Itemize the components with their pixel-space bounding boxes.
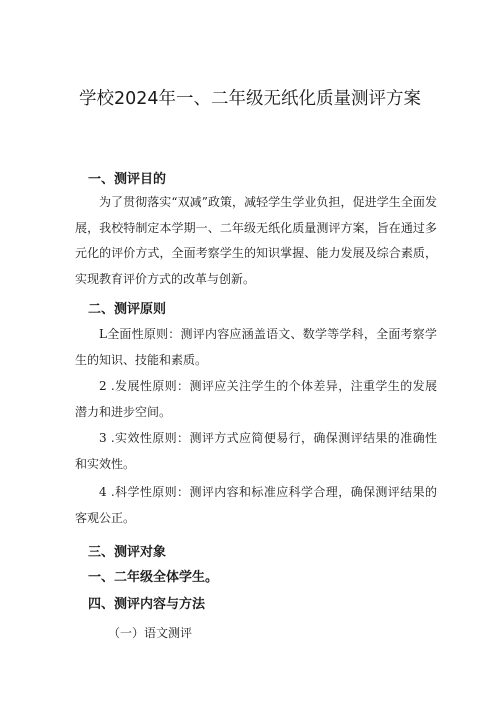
subheading-chinese-test: （一）语文测评 [108, 626, 193, 640]
heading-test-principles: 二、测评原则 [88, 302, 167, 317]
principle-developmental: 2 .发展性原则：测评应关注学生的个体差异，注重学生的发展潜力和进步空间。 [75, 379, 437, 419]
heading-test-subjects: 三、测评对象 [88, 545, 167, 560]
document-title: 学校2024年一、二年级无纸化质量测评方案 [78, 89, 422, 109]
principle-scientific: 4 .科学性原则：测评内容和标准应科学合理，确保测评结果的客观公正。 [75, 485, 437, 525]
principle-comprehensive: L全面性原则：测评内容应涵盖语文、数学等学科，全面考察学生的知识、技能和素质。 [75, 327, 437, 367]
test-subjects-body: 一、二年级全体学生。 [88, 570, 219, 585]
heading-content-methods: 四、测评内容与方法 [88, 597, 206, 612]
principle-practical: 3 .实效性原则：测评方式应简便易行，确保测评结果的准确性和实效性。 [75, 431, 437, 471]
paragraph-test-purpose: 为了贯彻落实“双减”政策，减轻学生学业负担，促进学生全面发展，我校特制定本学期一、二年级无纸化质量测评方案，旨在通过多元化的评价方式，全面考察学生的知识掌握、能力发展及综合素质，实现教育评价方式的改革与创新。 [75, 195, 437, 286]
heading-test-purpose: 一、测评目的 [88, 172, 167, 187]
